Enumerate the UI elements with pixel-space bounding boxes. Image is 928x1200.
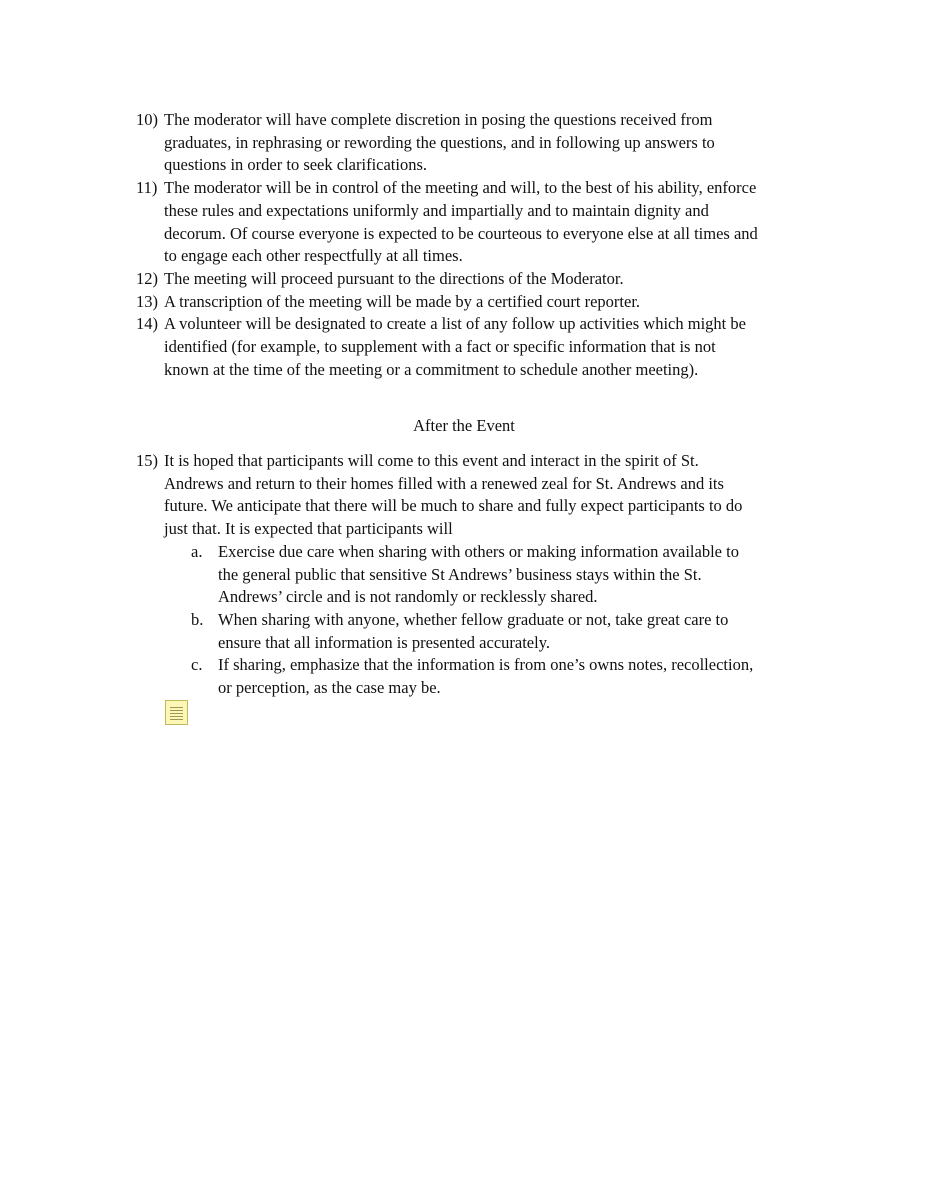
item-text-line: just that. It is expected that participants will xyxy=(164,519,453,539)
item-text-line: known at the time of the meeting or a commitment to schedule another meeting). xyxy=(164,359,699,379)
item-text-line: A volunteer will be designated to create a list of any follow up activities which might be xyxy=(164,314,746,334)
item-number: 12) xyxy=(136,268,158,288)
item-number: 13) xyxy=(136,291,158,311)
item-text-line: A transcription of the meeting will be made by a certified court reporter. xyxy=(164,291,641,311)
item-text-line: identified (for example, to supplement with a fact or specific information that is not xyxy=(164,337,716,357)
list-item-11 xyxy=(136,177,836,268)
sticky-note-icon[interactable] xyxy=(165,700,188,725)
list-item-14 xyxy=(136,313,836,381)
item-number: 14) xyxy=(136,314,158,334)
list-item-15 xyxy=(136,450,836,700)
item-text-line: these rules and expectations uniformly and impartially and to maintain dignity and xyxy=(164,200,709,220)
item-text-line: The meeting will proceed pursuant to the directions of the Moderator. xyxy=(164,268,624,288)
list-item-12 xyxy=(136,268,836,291)
item-text-line: graduates, in rephrasing or rewording the questions, and in following up answers to xyxy=(164,132,715,152)
sub-item-letter: c. xyxy=(191,655,203,675)
sub-item-text-line: ensure that all information is presented accurately. xyxy=(218,632,551,652)
item-number: 15) xyxy=(136,451,158,470)
sub-item-letter: b. xyxy=(191,609,204,629)
item-text-line: questions in order to seek clarifications. xyxy=(164,155,428,175)
item-text-line: Andrews and return to their homes filled with a renewed zeal for St. Andrews and its xyxy=(164,473,724,493)
rules-list xyxy=(136,109,836,381)
sub-item-text-line: Andrews’ circle and is not randomly or recklessly shared. xyxy=(218,587,598,607)
sub-item-text-line: When sharing with anyone, whether fellow graduate or not, take great care to xyxy=(218,609,729,629)
item-text-line: decorum. Of course everyone is expected to be courteous to everyone else at all times and xyxy=(164,223,758,243)
sub-list xyxy=(164,541,836,700)
sub-item-b xyxy=(136,609,836,654)
list-item-13 xyxy=(136,291,836,314)
sub-item-c xyxy=(136,654,836,699)
item-text-line: The moderator will have complete discretion in posing the questions received from xyxy=(164,110,713,129)
item-number: 11) xyxy=(136,178,158,198)
sub-item-text-line: or perception, as the case may be. xyxy=(218,678,441,698)
sub-item-text-line: Exercise due care when sharing with others or making information available to xyxy=(218,541,739,561)
item-text-line: future. We anticipate that there will be much to share and fully expect participants to do xyxy=(164,496,743,516)
item-number: 10) xyxy=(136,110,158,129)
after-event-list xyxy=(136,450,836,700)
sub-item-letter: a. xyxy=(191,541,203,561)
item-text-line: It is hoped that participants will come to this event and interact in the spirit of St. xyxy=(164,451,699,470)
sub-item-text-line: the general public that sensitive St Andrews’ business stays within the St. xyxy=(218,564,702,584)
section-heading: After the Event xyxy=(413,416,515,435)
item-text-line: The moderator will be in control of the meeting and will, to the best of his ability, enforce xyxy=(164,178,757,198)
list-item-10 xyxy=(136,109,836,177)
item-text-line: to engage each other respectfully at all times. xyxy=(164,246,463,266)
sub-item-a xyxy=(136,541,836,609)
sub-item-text-line: If sharing, emphasize that the information is from one’s owns notes, recollection, xyxy=(218,655,754,675)
